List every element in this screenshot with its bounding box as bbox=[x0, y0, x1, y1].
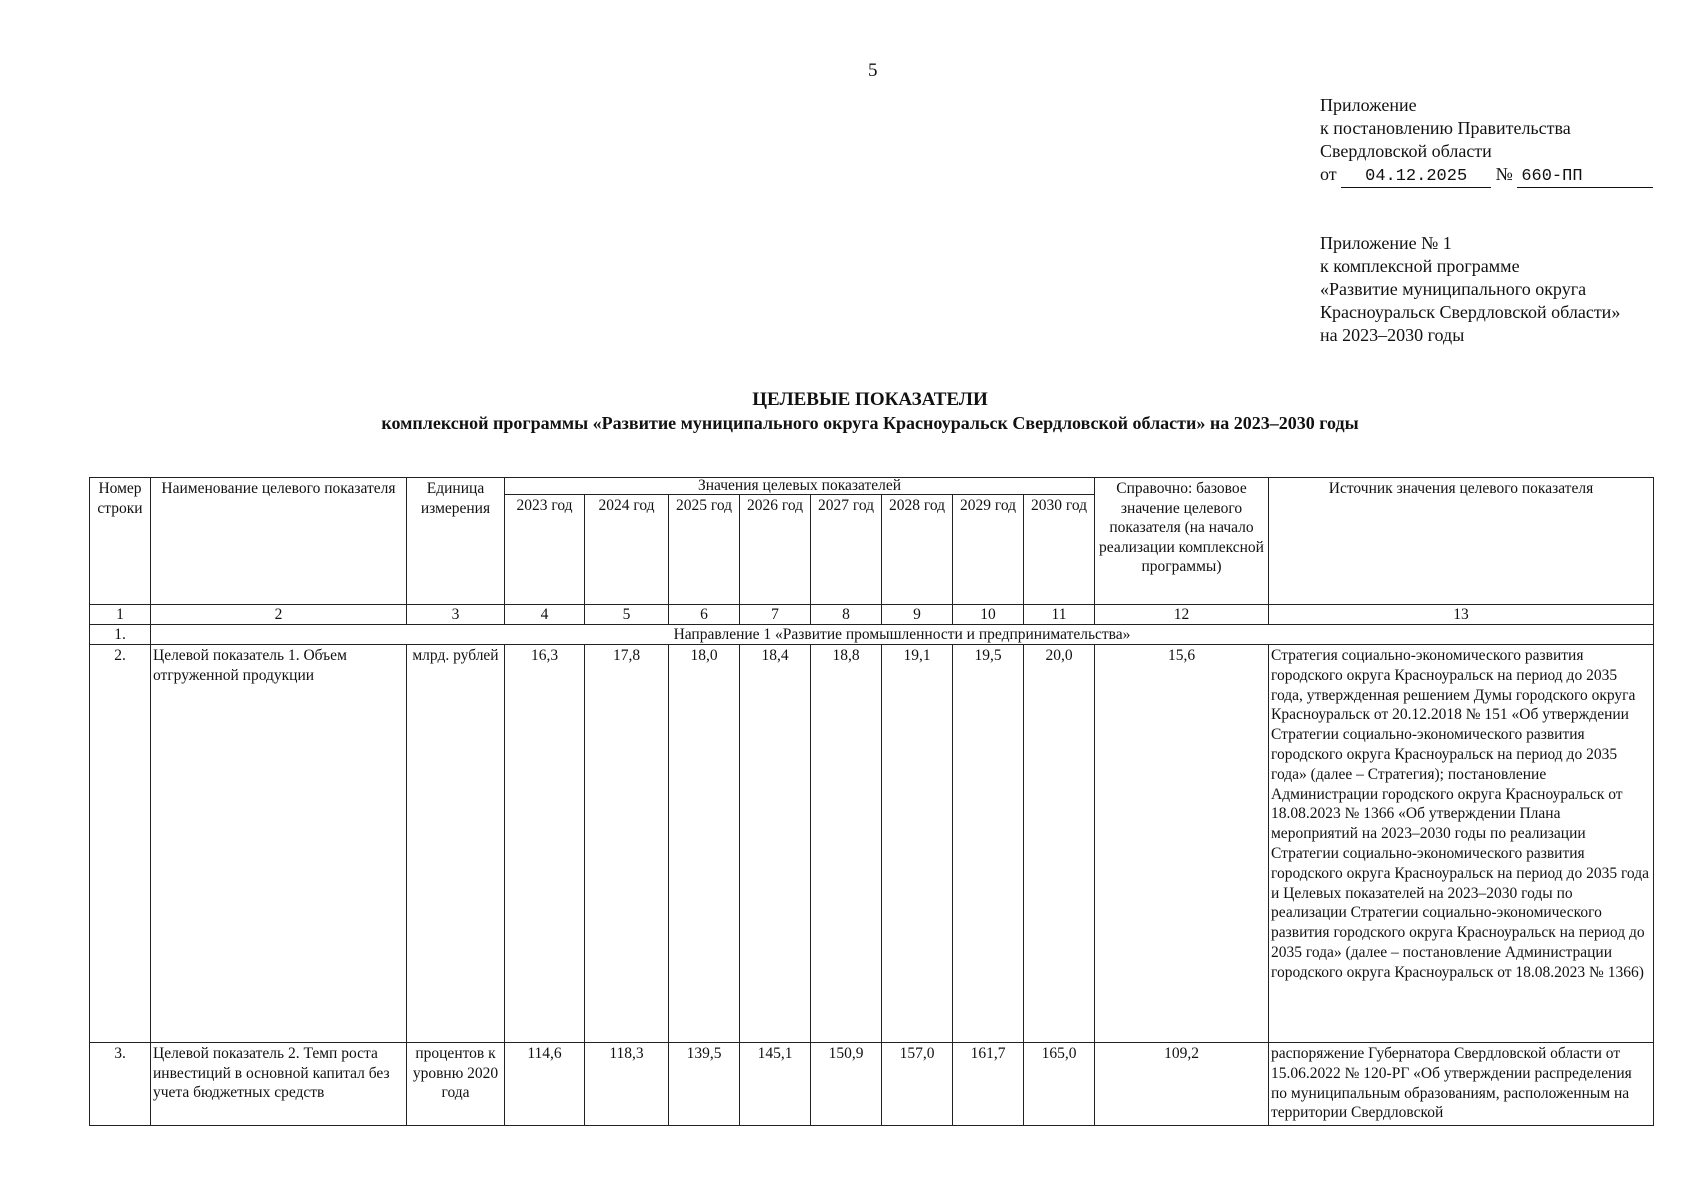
header-unit: Единица измерения bbox=[407, 478, 505, 605]
value-2025: 18,0 bbox=[669, 645, 740, 1043]
document-title: ЦЕЛЕВЫЕ ПОКАЗАТЕЛИ bbox=[752, 389, 988, 410]
indicator-unit: процентов к уровню 2020 года bbox=[407, 1043, 505, 1126]
value-2023: 114,6 bbox=[505, 1043, 585, 1126]
header-year: 2027 год bbox=[811, 495, 882, 605]
value-2024: 118,3 bbox=[585, 1043, 669, 1126]
header-year: 2029 год bbox=[953, 495, 1024, 605]
value-2025: 139,5 bbox=[669, 1043, 740, 1126]
date-prefix: от bbox=[1320, 164, 1337, 184]
appendix-program-block bbox=[1320, 232, 1620, 347]
indicator-name: Целевой показатель 2. Темп роста инвестиций в основной капитал без учета бюджетных средств bbox=[151, 1043, 407, 1126]
value-2024: 17,8 bbox=[585, 645, 669, 1043]
column-number: 5 bbox=[585, 605, 669, 625]
column-number: 9 bbox=[882, 605, 953, 625]
header-values-group: Значения целевых показателей bbox=[505, 478, 1095, 495]
header-row-number: Номер строки bbox=[90, 478, 151, 605]
column-number: 13 bbox=[1269, 605, 1654, 625]
header-year: 2030 год bbox=[1024, 495, 1095, 605]
column-number: 1 bbox=[90, 605, 151, 625]
row-number: 2. bbox=[90, 645, 151, 1043]
row-number: 3. bbox=[90, 1043, 151, 1126]
value-2026: 145,1 bbox=[740, 1043, 811, 1126]
indicators-table bbox=[89, 477, 1654, 1126]
header-year: 2028 год bbox=[882, 495, 953, 605]
appendix-program-line: Красноуральск Свердловской области» bbox=[1320, 302, 1621, 322]
section-title: Направление 1 «Развитие промышленности и предпринимательства» bbox=[151, 625, 1654, 645]
value-2028: 157,0 bbox=[882, 1043, 953, 1126]
appendix-decree-line: к постановлению Правительства bbox=[1320, 118, 1571, 138]
appendix-decree-block bbox=[1320, 94, 1653, 188]
column-number: 7 bbox=[740, 605, 811, 625]
appendix-decree-line: Приложение bbox=[1320, 95, 1417, 115]
appendix-decree-line: Свердловской области bbox=[1320, 141, 1492, 161]
value-2030: 165,0 bbox=[1024, 1043, 1095, 1126]
indicator-source: распоряжение Губернатора Свердловской области от 15.06.2022 № 120-РГ «Об утверждении распределения по муниципальным образованиям, расположенным на территории Свердловской bbox=[1269, 1043, 1654, 1126]
appendix-decree-date-line bbox=[1320, 163, 1653, 188]
header-year: 2025 год bbox=[669, 495, 740, 605]
column-number: 3 bbox=[407, 605, 505, 625]
header-year: 2024 год bbox=[585, 495, 669, 605]
table-row bbox=[90, 1043, 1654, 1126]
appendix-program-line: к комплексной программе bbox=[1320, 256, 1520, 276]
header-source: Источник значения целевого показателя bbox=[1269, 478, 1654, 605]
value-2029: 19,5 bbox=[953, 645, 1024, 1043]
value-2028: 19,1 bbox=[882, 645, 953, 1043]
indicator-name: Целевой показатель 1. Объем отгруженной продукции bbox=[151, 645, 407, 1043]
header-base: Справочно: базовое значение целевого показателя (на начало реализации комплексной программы) bbox=[1095, 478, 1269, 605]
value-2023: 16,3 bbox=[505, 645, 585, 1043]
document-subtitle: комплексной программы «Развитие муниципального округа Красноуральск Свердловской области» на 2023–2030 годы bbox=[381, 413, 1359, 433]
indicator-unit: млрд. рублей bbox=[407, 645, 505, 1043]
header-year: 2026 год bbox=[740, 495, 811, 605]
appendix-program-line: на 2023–2030 годы bbox=[1320, 325, 1465, 345]
value-2027: 150,9 bbox=[811, 1043, 882, 1126]
header-row bbox=[90, 478, 1654, 495]
value-2027: 18,8 bbox=[811, 645, 882, 1043]
section-row bbox=[90, 625, 1654, 645]
column-numbers-row bbox=[90, 605, 1654, 625]
table-row bbox=[90, 645, 1654, 1043]
base-value: 15,6 bbox=[1095, 645, 1269, 1043]
decree-date: 04.12.2025 bbox=[1341, 167, 1491, 188]
value-2026: 18,4 bbox=[740, 645, 811, 1043]
value-2029: 161,7 bbox=[953, 1043, 1024, 1126]
column-number: 11 bbox=[1024, 605, 1095, 625]
appendix-program-line: «Развитие муниципального округа bbox=[1320, 279, 1587, 299]
indicator-source: Стратегия социально-экономического развития городского округа Красноуральск на период до 2035 года, утвержденная решением Думы городского округа Красноуральск от 20.12.2018 № 151 «Об утверждении Стратегии социально-экономического развития городского округа Красноуральск на период до 2035 года» (далее – Стратегия); постановление Администрации городского округа Красноуральск от 18.08.2023 № 1366 «Об утверждении Плана мероприятий на 2023–2030 годы по реализации Стратегии социально-экономического развития городского округа Красноуральск на период до 2035 года и Целевых показателей на 2023–2030 годы по реализации Стратегии социально-экономического развития городского округа Красноуральск на период до 2035 года» (далее – постановление Администрации городского округа Красноуральск от 18.08.2023 № 1366) bbox=[1269, 645, 1654, 1043]
base-value: 109,2 bbox=[1095, 1043, 1269, 1126]
column-number: 10 bbox=[953, 605, 1024, 625]
column-number: 8 bbox=[811, 605, 882, 625]
decree-number: 660-ПП bbox=[1517, 167, 1653, 188]
page-number: 5 bbox=[868, 60, 878, 81]
section-number: 1. bbox=[90, 625, 151, 645]
appendix-program-line: Приложение № 1 bbox=[1320, 233, 1452, 253]
value-2030: 20,0 bbox=[1024, 645, 1095, 1043]
column-number: 4 bbox=[505, 605, 585, 625]
column-number: 6 bbox=[669, 605, 740, 625]
column-number: 12 bbox=[1095, 605, 1269, 625]
number-prefix: № bbox=[1495, 164, 1513, 184]
header-year: 2023 год bbox=[505, 495, 585, 605]
header-name: Наименование целевого показателя bbox=[151, 478, 407, 605]
column-number: 2 bbox=[151, 605, 407, 625]
